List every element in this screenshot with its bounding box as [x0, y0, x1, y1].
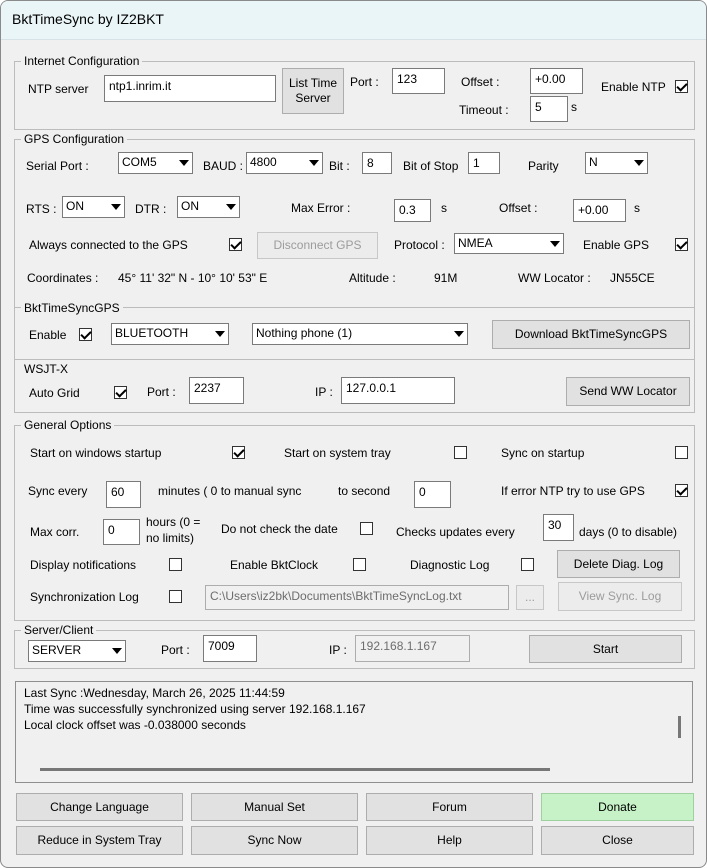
notifications-checkbox[interactable] — [169, 558, 182, 571]
bktgps-device-value: Nothing phone (1) — [256, 326, 353, 340]
chevron-down-icon — [454, 331, 464, 337]
sync-every-label: Sync every — [28, 484, 88, 498]
wsjt-port-input[interactable]: 2237 — [189, 377, 244, 404]
always-connected-checkbox[interactable] — [229, 238, 242, 251]
enable-gps-checkbox[interactable] — [675, 238, 688, 251]
max-error-input[interactable]: 0.3 — [394, 199, 431, 222]
start-button[interactable] — [529, 635, 682, 663]
bktclock-label: Enable BktClock — [230, 558, 319, 572]
dtr-label: DTR : — [135, 202, 167, 216]
enable-gps-label: Enable GPS — [583, 238, 650, 252]
ntp-server-input[interactable]: ntp1.inrim.it — [104, 75, 276, 102]
server-mode-value: SERVER — [32, 643, 82, 657]
chevron-down-icon — [226, 204, 236, 210]
check-updates-input[interactable]: 30 — [543, 514, 574, 541]
sync-log-checkbox[interactable] — [169, 590, 182, 603]
close-button[interactable] — [541, 826, 694, 855]
start-label: Start — [592, 641, 619, 656]
serial-port-label: Serial Port : — [26, 159, 89, 173]
sync-startup-checkbox[interactable] — [675, 446, 688, 459]
sync-log-path-input[interactable]: C:\Users\iz2bk\Documents\BktTimeSyncLog.txt — [205, 585, 509, 610]
ww-locator-label: WW Locator : — [518, 271, 591, 285]
list-time-server-label: List Time Server — [288, 76, 337, 105]
chevron-down-icon — [112, 648, 122, 654]
wsjt-ip-input[interactable]: 127.0.0.1 — [341, 377, 455, 404]
altitude-value: 91M — [434, 271, 458, 285]
server-ip-label: IP : — [329, 643, 347, 657]
bit-of-stop-input[interactable]: 1 — [468, 152, 500, 174]
wsjt-port-label: Port : — [147, 385, 176, 399]
server-client-label: Server/Client — [21, 623, 96, 637]
sync-every-input[interactable]: 60 — [106, 481, 141, 508]
horizontal-scrollbar-thumb[interactable] — [40, 768, 550, 771]
divider — [14, 359, 694, 360]
to-second-input[interactable]: 0 — [414, 481, 451, 508]
auto-grid-checkbox[interactable] — [114, 386, 127, 399]
ntp-port-label: Port : — [350, 75, 379, 89]
internet-config-label: Internet Configuration — [21, 54, 142, 68]
server-mode-select[interactable] — [28, 640, 126, 662]
change-language-button[interactable] — [16, 793, 183, 821]
download-bktgps-label: Download BktTimeSyncGPS — [514, 327, 668, 341]
log-line: Local clock offset was -0.038000 seconds — [24, 718, 246, 732]
bit-label: Bit : — [329, 159, 350, 173]
view-sync-log-label: View Sync. Log — [578, 589, 662, 603]
hours-label-1: hours (0 = — [146, 515, 201, 529]
browse-label: ... — [524, 590, 535, 604]
change-language-label: Change Language — [50, 799, 149, 814]
max-corr-input[interactable]: 0 — [103, 519, 140, 545]
chevron-down-icon — [309, 160, 319, 166]
serial-port-value: COM5 — [122, 155, 157, 169]
manual-set-button[interactable] — [191, 793, 358, 821]
list-time-server-button[interactable] — [282, 68, 344, 114]
parity-select[interactable] — [585, 152, 648, 174]
bit-of-stop-label: Bit of Stop — [403, 159, 459, 173]
notifications-label: Display notifications — [30, 558, 137, 572]
chevron-down-icon — [111, 204, 121, 210]
baud-value: 4800 — [250, 155, 277, 169]
gps-offset-input[interactable]: +0.00 — [573, 199, 626, 222]
sync-log-panel[interactable] — [15, 681, 693, 783]
rts-select[interactable] — [62, 196, 125, 218]
server-port-label: Port : — [161, 643, 190, 657]
ntp-fallback-checkbox[interactable] — [675, 484, 688, 497]
ntp-port-input[interactable]: 123 — [392, 68, 445, 94]
log-line: Time was successfully synchronized using server 192.168.1.167 — [24, 702, 366, 716]
ntp-server-label: NTP server — [28, 82, 89, 96]
donate-label: Donate — [598, 799, 637, 814]
server-ip-input[interactable]: 192.168.1.167 — [355, 635, 470, 662]
protocol-value: NMEA — [458, 236, 493, 250]
bktgps-mode-select[interactable] — [111, 323, 229, 345]
diagnostic-log-checkbox[interactable] — [521, 558, 534, 571]
enable-ntp-label: Enable NTP — [601, 80, 666, 94]
ww-locator-value: JN55CE — [610, 271, 655, 285]
baud-label: BAUD : — [203, 159, 244, 173]
sync-log-label: Synchronization Log — [30, 590, 139, 604]
forum-label: Forum — [432, 799, 467, 814]
enable-ntp-checkbox[interactable] — [675, 80, 688, 93]
max-corr-label: Max corr. — [30, 525, 80, 539]
diagnostic-log-label: Diagnostic Log — [410, 558, 490, 572]
chevron-down-icon — [550, 241, 560, 247]
timeout-input[interactable]: 5 — [530, 96, 568, 122]
parity-label: Parity — [528, 159, 559, 173]
sync-startup-label: Sync on startup — [501, 446, 585, 460]
view-sync-log-button[interactable] — [558, 582, 682, 611]
general-options-label: General Options — [21, 418, 114, 432]
start-windows-label: Start on windows startup — [30, 446, 162, 460]
vertical-scrollbar-thumb[interactable] — [678, 716, 681, 738]
wsjt-label: WSJT-X — [21, 362, 71, 376]
help-button[interactable] — [366, 826, 533, 855]
gps-config-label: GPS Configuration — [21, 132, 127, 146]
hours-label-2: no limits) — [146, 531, 195, 545]
download-bktgps-button[interactable] — [492, 320, 690, 349]
sync-now-button[interactable] — [191, 826, 358, 855]
bktclock-checkbox[interactable] — [353, 558, 366, 571]
protocol-label: Protocol : — [394, 238, 445, 252]
chevron-down-icon — [179, 160, 189, 166]
coordinates-label: Coordinates : — [27, 271, 99, 285]
bktgps-enable-label: Enable — [29, 328, 67, 342]
send-ww-locator-label: Send WW Locator — [579, 384, 677, 398]
auto-grid-label: Auto Grid — [29, 386, 80, 400]
coordinates-value: 45° 11' 32" N - 10° 10' 53" E — [118, 271, 268, 285]
protocol-select[interactable] — [454, 233, 564, 254]
no-date-checkbox[interactable] — [360, 522, 373, 535]
donate-button[interactable] — [541, 793, 694, 821]
log-line: Last Sync :Wednesday, March 26, 2025 11:44:59 — [24, 686, 285, 700]
close-label: Close — [602, 833, 633, 847]
delete-diag-log-button[interactable] — [557, 550, 680, 578]
rts-value: ON — [66, 199, 84, 213]
send-ww-locator-button[interactable] — [566, 377, 690, 406]
bktgps-enable-checkbox[interactable] — [79, 328, 92, 341]
ntp-offset-input[interactable]: +0.00 — [530, 68, 583, 94]
always-connected-label: Always connected to the GPS — [29, 238, 188, 252]
max-error-label: Max Error : — [291, 201, 351, 215]
help-label: Help — [437, 833, 462, 847]
window-title: BktTimeSync by IZ2BKT — [12, 11, 164, 27]
rts-label: RTS : — [26, 202, 57, 216]
dtr-value: ON — [181, 199, 199, 213]
delete-diag-log-label: Delete Diag. Log — [573, 556, 664, 571]
wsjt-ip-label: IP : — [315, 385, 333, 399]
bktgps-label: BktTimeSyncGPS — [21, 301, 123, 315]
browse-button[interactable] — [516, 585, 544, 610]
timeout-unit: s — [571, 100, 577, 114]
bktgps-mode-value: BLUETOOTH — [115, 326, 189, 340]
server-port-input[interactable]: 7009 — [203, 635, 257, 662]
sync-now-label: Sync Now — [247, 833, 302, 847]
minutes-label: minutes ( 0 to manual sync — [158, 484, 302, 498]
altitude-label: Altitude : — [349, 271, 396, 285]
reduce-tray-label: Reduce in System Tray — [37, 833, 162, 847]
to-second-label: to second — [338, 484, 391, 498]
chevron-down-icon — [634, 160, 644, 166]
dtr-select[interactable] — [177, 196, 240, 218]
timeout-label: Timeout : — [459, 103, 509, 117]
baud-select[interactable] — [246, 152, 323, 174]
start-windows-checkbox[interactable] — [232, 446, 245, 459]
start-tray-checkbox[interactable] — [454, 446, 467, 459]
forum-button[interactable] — [366, 793, 533, 821]
disconnect-gps-button[interactable] — [257, 232, 378, 259]
serial-port-select[interactable] — [118, 152, 193, 174]
bit-input[interactable]: 8 — [362, 152, 392, 174]
max-error-unit: s — [441, 201, 447, 215]
no-date-label: Do not check the date — [221, 522, 338, 536]
parity-value: N — [589, 155, 598, 169]
days-label: days (0 to disable) — [579, 525, 678, 539]
chevron-down-icon — [215, 331, 225, 337]
gps-offset-unit: s — [634, 201, 640, 215]
reduce-tray-button[interactable] — [16, 826, 183, 855]
start-tray-label: Start on system tray — [284, 446, 391, 460]
title-bar[interactable] — [1, 1, 706, 40]
gps-offset-label: Offset : — [499, 201, 538, 215]
ntp-fallback-label: If error NTP try to use GPS — [501, 484, 645, 498]
disconnect-gps-label: Disconnect GPS — [273, 238, 362, 252]
bktgps-device-select[interactable] — [252, 323, 468, 345]
check-updates-label: Checks updates every — [396, 525, 515, 539]
manual-set-label: Manual Set — [244, 799, 305, 814]
ntp-offset-label: Offset : — [461, 75, 500, 89]
